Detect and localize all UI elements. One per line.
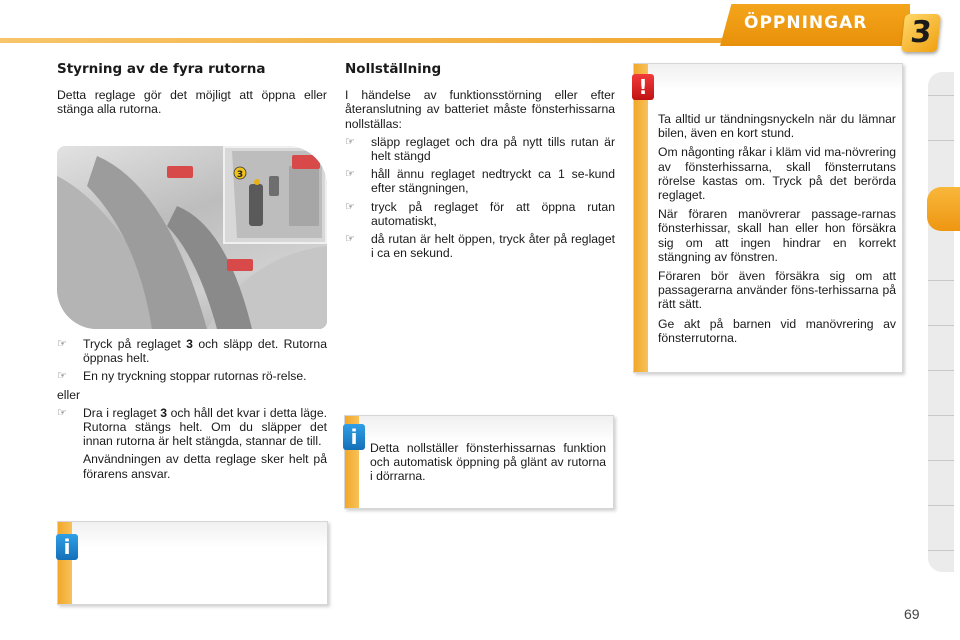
chapter-tab-divider [928,370,954,371]
warning-paragraph: Föraren bör även försäkra sig om att passagerarna använder föns-terhissarna på rätt sätt. [658,269,896,312]
pointing-hand-icon: ☞ [57,338,67,350]
pointing-hand-icon: ☞ [345,233,355,246]
chapter-badge: 3 [901,14,941,52]
chapter-tab-divider [928,95,954,96]
info-box-empty [57,521,328,605]
list-item: ☞ Tryck på reglaget 3 och släpp det. Rutorna öppnas helt. [57,337,327,366]
list-item: ☞ En ny tryckning stoppar rutornas rö-relse. [57,369,307,384]
control-number: 3 [160,405,167,420]
list-item: ☞ släpp reglaget och dra på nytt tills rutan är helt stängd [345,134,615,164]
left-instructions [57,337,327,481]
chapter-tab-divider [928,280,954,281]
list-item: ☞ Dra i reglaget 3 och håll det kvar i detta läge. Rutorna stängs helt. Om du släpper det innan rutorna är helt stängda, stannar de till. Användningen av detta reglage sker helt på förarens ansvar. [57,405,327,481]
pointing-hand-icon: ☞ [345,168,355,181]
warning-paragraph: Om någonting råkar i kläm vid ma-növrering av fönsterhissarna, skall fönsterrutans rörelse kastas om. Tryck på det berörda reglaget. [658,145,896,203]
info-icon: i [343,424,365,450]
chapter-tab-divider [928,140,954,141]
warning-paragraph: Ta alltid ur tändningsnyckeln när du lämnar bilen, även en kort stund. [658,112,896,141]
info-text: Detta nollställer fönsterhissarnas funktion och automatisk öppning på glänt av rutorna i dörrarna. [370,441,606,484]
pointing-hand-icon: ☞ [57,406,67,419]
section-title: ÖPPNINGAR [744,13,868,33]
warning-text [658,112,896,350]
warning-paragraph: Ge akt på barnen vid manövrering av fönsterrutorna. [658,316,896,345]
chapter-tab-divider [928,550,954,551]
list-item: ☞ håll ännu reglaget nedtryckt ca 1 se-kund efter stängningen, [345,167,615,196]
warning-paragraph: När föraren manövrerar passage-rarnas fönsterhissar, skall han eller hon försäkra sig om att ingen hindrar en korrekt stängning av fönstren. [658,207,896,264]
intro-paragraph: Detta reglage gör det möjligt att öppna eller stänga alla rutorna. [57,88,327,117]
chapter-tab-divider [928,460,954,461]
page-number: 69 [904,606,920,622]
list-item: ☞ tryck på reglaget för att öppna rutan automatiskt, [345,199,615,228]
chapter-tab-strip [928,72,954,572]
chapter-tab-active[interactable] [927,187,960,231]
box-accent-stripe [634,64,648,372]
section-heading: Nollställning [345,61,442,77]
warning-box [633,63,903,373]
section-heading: Styrning av de fyra rutorna [57,61,266,77]
pointing-hand-icon: ☞ [57,370,67,383]
middle-column [345,62,615,260]
control-number: 3 [186,337,193,351]
chapter-tab-divider [928,505,954,506]
window-switch-photo [57,146,327,329]
pointing-hand-icon: ☞ [345,200,355,213]
console-illustration [57,146,327,329]
or-text: eller [57,387,81,402]
warning-icon: ! [632,74,654,100]
responsibility-note: Användningen av detta reglage sker helt på förarens ansvar. [83,452,327,481]
info-icon: i [56,534,78,560]
list-item: ☞ då rutan är helt öppen, tryck åter på reglaget i ca en sekund. [345,232,615,261]
chapter-tab-divider [928,325,954,326]
photo-callout-label: 3 [236,170,244,180]
info-box [344,415,614,509]
intro-paragraph: I händelse av funktionsstörning eller efter återanslutning av batteriet måste fönsterhissarna nollställas: [345,88,615,131]
pointing-hand-icon: ☞ [345,135,355,148]
left-column [57,62,327,117]
chapter-tab-divider [928,415,954,416]
